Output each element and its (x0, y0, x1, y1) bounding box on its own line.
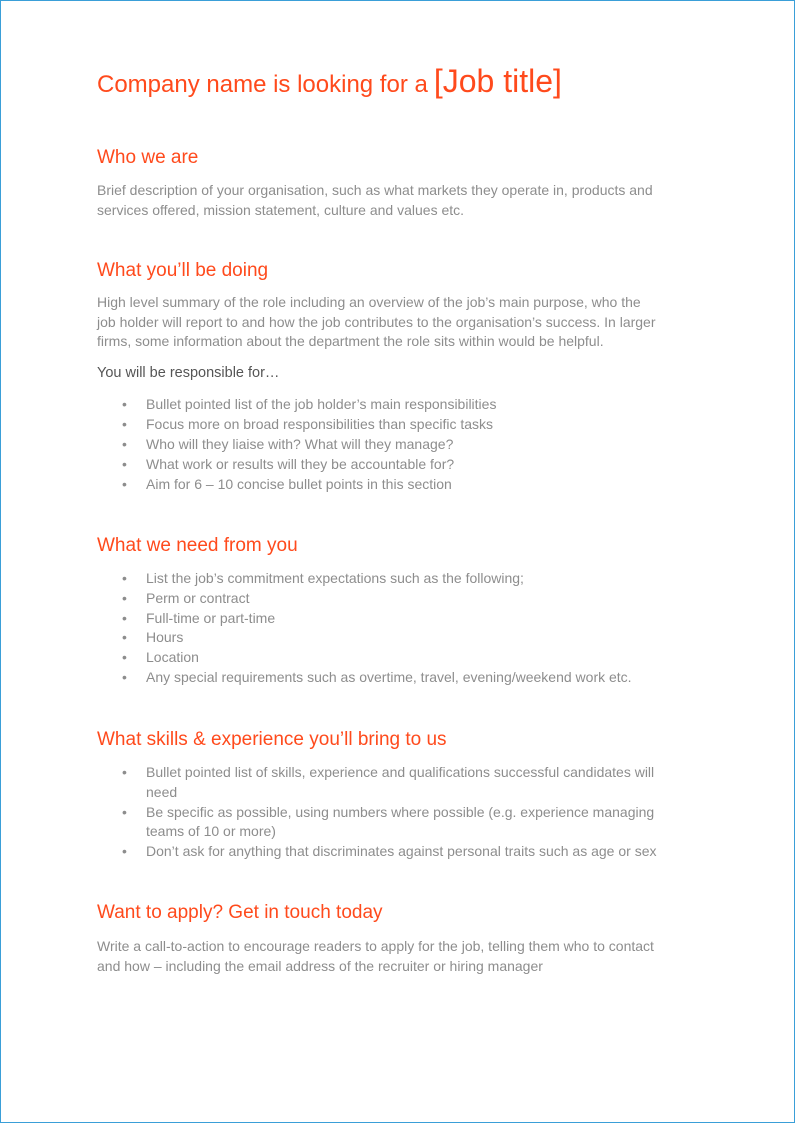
list-item-text: • Any special requirements such as overtime, travel, evening/weekend work etc. (146, 668, 632, 685)
list-item (97, 454, 737, 474)
section-what-we-need (97, 534, 737, 688)
section-want-to-apply (97, 901, 737, 976)
paragraph-line: services offered, mission statement, culture and values etc. (97, 202, 465, 218)
list-item-text: • Hours (146, 629, 184, 646)
list-item (97, 414, 737, 434)
requirements-list (97, 569, 737, 688)
section-who-we-are (97, 146, 737, 220)
list-item (97, 394, 737, 414)
list-item (97, 434, 737, 454)
list-item (97, 668, 737, 688)
section-heading: What we need from you (97, 535, 298, 556)
paragraph-line: Brief description of your organisation, such as what markets they operate in, products and (97, 182, 653, 198)
skills-list (97, 763, 737, 862)
list-item-text: need (146, 783, 178, 800)
list-item-text: • Location (146, 649, 199, 666)
list-item-text: • Focus more on broad responsibilities than specific tasks (146, 415, 494, 432)
paragraph-line: firms, some information about the department the role sits within would be helpful. (97, 333, 604, 350)
section-what-youll-be-doing (97, 259, 737, 494)
paragraph-line: job holder will report to and how the job contributes to the organisation’s success. In larger (97, 313, 656, 330)
list-item (97, 589, 737, 609)
list-item (97, 609, 737, 629)
section-paragraph (97, 936, 737, 976)
list-item-text: teams of 10 or more) (146, 823, 276, 840)
section-paragraph (97, 180, 737, 220)
section-heading: Who we are (97, 147, 199, 168)
title-prefix: Company name is looking for a (97, 71, 428, 98)
section-heading: What you’ll be doing (97, 260, 269, 281)
list-item-text: • Who will they liaise with? What will they manage? (146, 435, 454, 452)
paragraph-line: and how – including the email address of the recruiter or hiring manager (97, 958, 543, 974)
list-item (97, 474, 737, 494)
list-item-text: • Bullet pointed list of skills, experience and qualifications successful candidates will (146, 764, 655, 780)
responsibilities-list (97, 394, 737, 494)
paragraph-line: Write a call-to-action to encourage readers to apply for the job, telling them who to contact (97, 938, 654, 954)
list-item-text: • Be specific as possible, using numbers where possible (e.g. experience managing (146, 803, 655, 820)
responsibilities-lead: You will be responsible for… (97, 364, 280, 381)
section-skills-experience (97, 728, 737, 862)
list-item (97, 628, 737, 648)
job-title-placeholder: [Job title] (433, 63, 562, 99)
paragraph-line: High level summary of the role including an overview of the job’s main purpose, who the (97, 294, 641, 310)
list-item (97, 763, 737, 803)
list-item (97, 648, 737, 668)
section-heading: Want to apply? Get in touch today (97, 902, 383, 923)
list-item-text: • Aim for 6 – 10 concise bullet points in this section (146, 475, 452, 492)
list-item-text: • Don’t ask for anything that discriminates against personal traits such as age or sex (146, 843, 657, 859)
list-item (97, 803, 737, 843)
list-item-text: • Bullet pointed list of the job holder’s main responsibilities (146, 395, 497, 412)
list-item (97, 569, 737, 589)
section-heading: What skills & experience you’ll bring to us (97, 729, 447, 750)
list-item-text: • What work or results will they be accountable for? (146, 455, 455, 472)
page-title (97, 59, 562, 107)
list-item (97, 842, 737, 862)
list-item-text: • List the job’s commitment expectations such as the following; (146, 570, 524, 586)
section-paragraph (97, 293, 737, 352)
list-item-text: • Full-time or part-time (146, 609, 276, 626)
list-item-text: • Perm or contract (146, 589, 250, 606)
